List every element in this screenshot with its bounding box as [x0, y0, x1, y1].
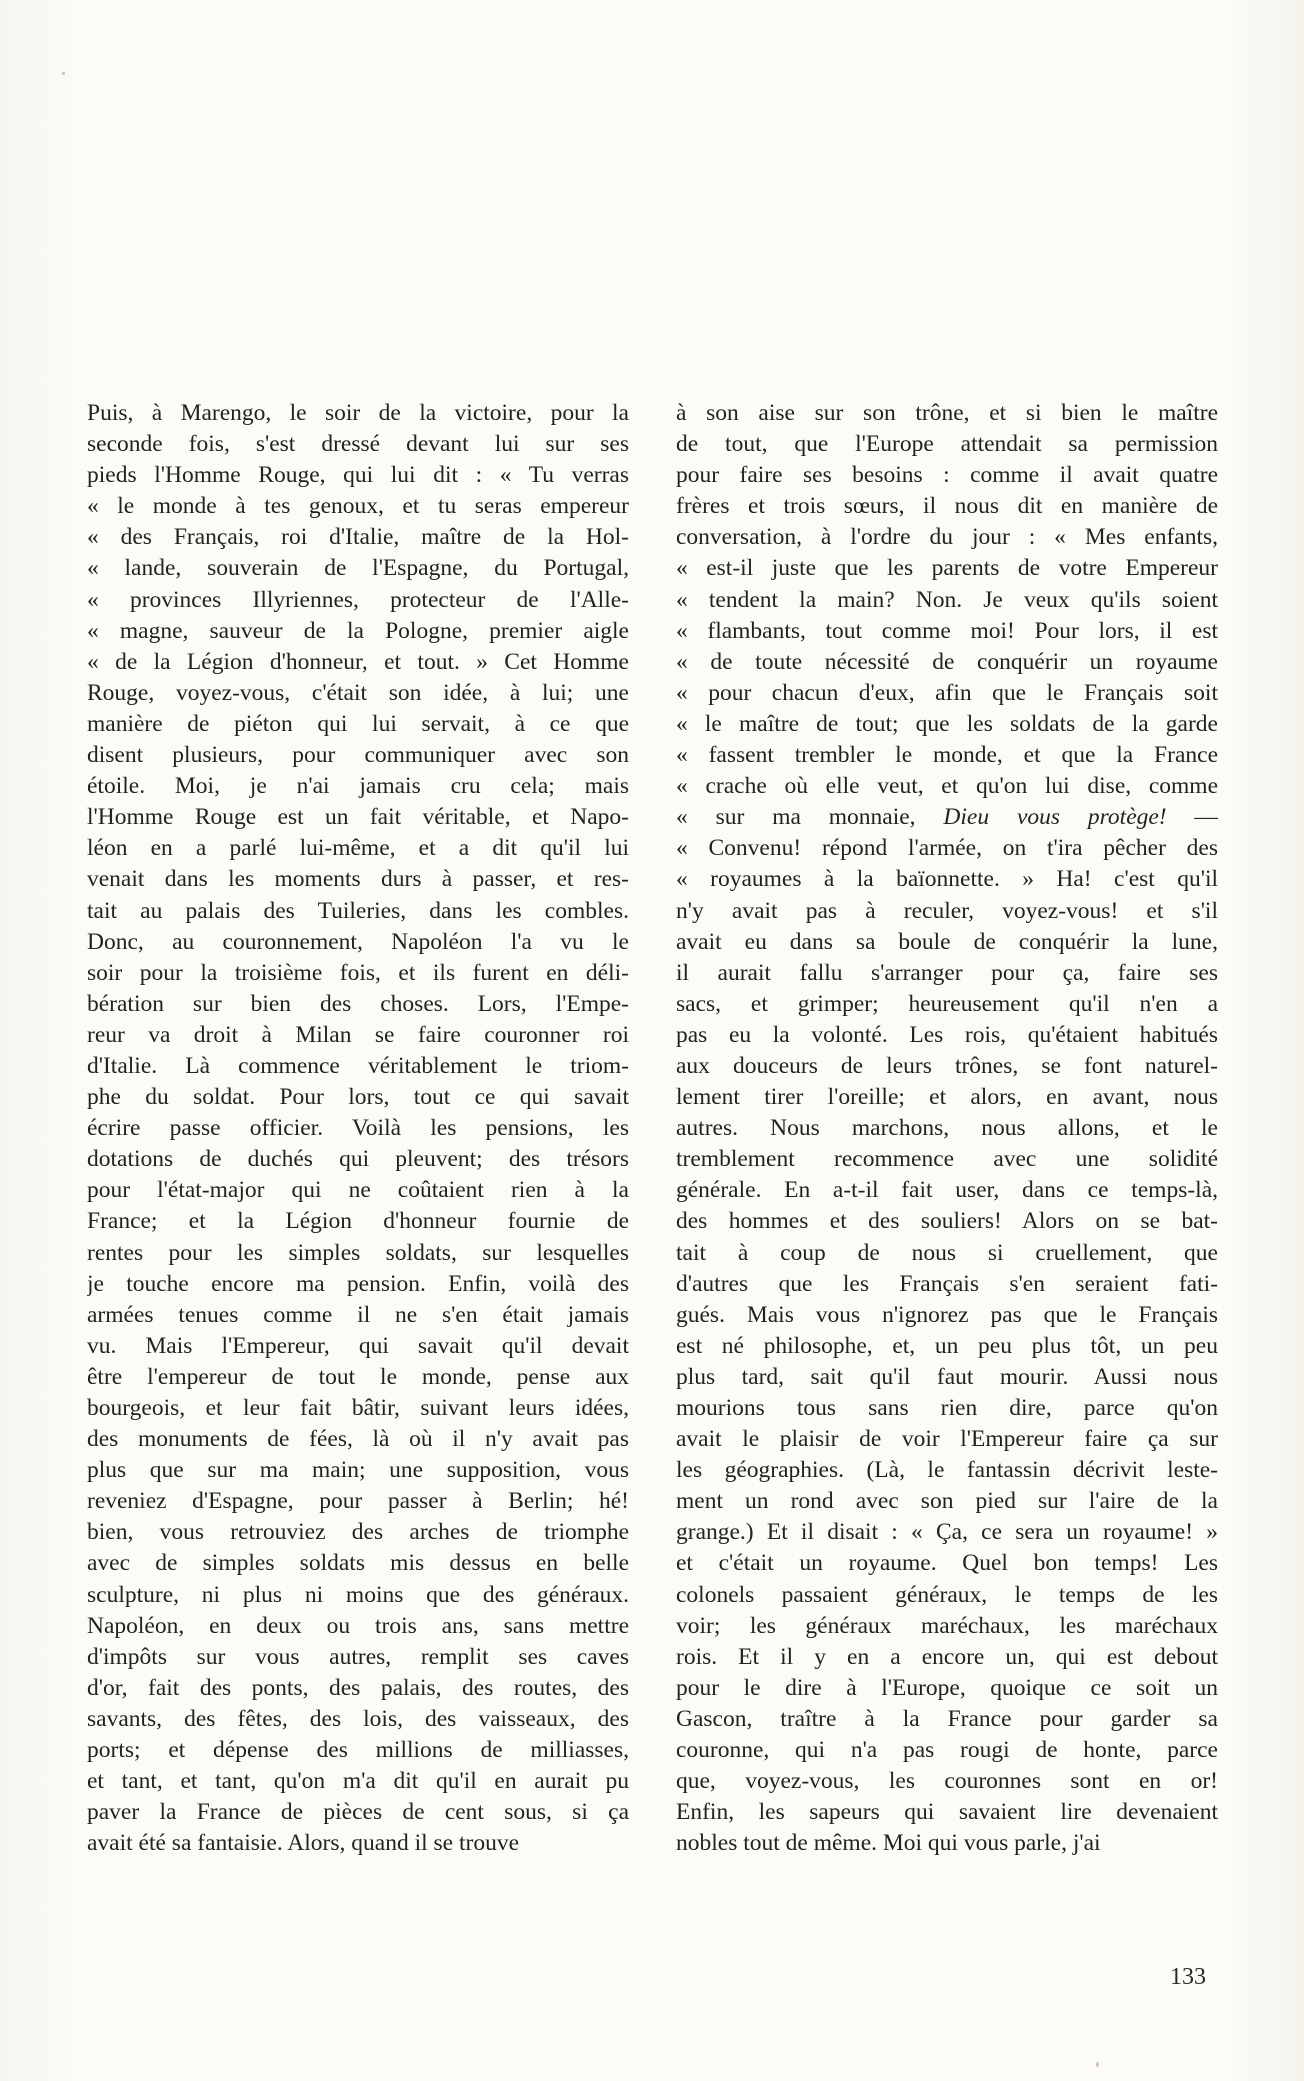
text-line: à son aise sur son trône, et si bien le maître: [676, 400, 1218, 426]
text-line: paver la France de pièces de cent sous, si ça: [87, 1799, 629, 1826]
text-line: bien, vous retrouviez des arches de triomphe: [87, 1519, 629, 1546]
text-line: France; et la Légion d'honneur fournie de: [87, 1208, 629, 1235]
text-line: Enfin, les sapeurs qui savaient lire devenaient: [676, 1799, 1218, 1826]
text-line: rois. Et il y en a encore un, qui est debout: [676, 1643, 1218, 1670]
text-line: tait au palais des Tuileries, dans les combles.: [87, 897, 629, 924]
text-line: gués. Mais vous n'ignorez pas que le Français: [676, 1301, 1218, 1328]
text-line: il aurait fallu s'arranger pour ça, faire ses: [676, 959, 1218, 986]
text-line: « Convenu! répond l'armée, on t'ira pêcher des: [676, 835, 1218, 862]
text-line: l'Homme Rouge est un fait véritable, et Napo-: [87, 804, 629, 831]
text-line: Puis, à Marengo, le soir de la victoire, pour la: [87, 400, 629, 426]
text-line: « magne, sauveur de la Pologne, premier aigle: [87, 617, 629, 644]
italic-phrase: Dieu vous protège!: [943, 804, 1167, 831]
text-line: aux douceurs de leurs trônes, se font naturel-: [676, 1052, 1218, 1079]
text-line: ment un rond avec son pied sur l'aire de la: [676, 1488, 1218, 1515]
text-line: phe du soldat. Pour lors, tout ce qui savait: [87, 1084, 629, 1111]
text-line: disent plusieurs, pour communiquer avec son: [87, 742, 629, 769]
text-line: voir; les généraux maréchaux, les maréchaux: [676, 1612, 1218, 1639]
text-line: « le maître de tout; que les soldats de la garde: [676, 710, 1218, 737]
text-line: « provinces Illyriennes, protecteur de l'Alle-: [87, 586, 629, 613]
text-line: avait été sa fantaisie. Alors, quand il se trouve: [87, 1830, 520, 1857]
text-line: reur va droit à Milan se faire couronner roi: [87, 1021, 629, 1048]
paper-speck: [1096, 2062, 1099, 2067]
text-line: est né philosophe, et, un peu plus tôt, un peu: [676, 1332, 1218, 1359]
text-line: et c'était un royaume. Quel bon temps! Les: [676, 1550, 1218, 1577]
text-line: les géographies. (Là, le fantassin décrivit leste-: [676, 1457, 1218, 1484]
text-line: léon en a parlé lui-même, et a dit qu'il lui: [87, 835, 629, 862]
text-line: bourgeois, et leur fait bâtir, suivant leurs idées,: [87, 1395, 629, 1421]
text-line: plus que sur ma main; une supposition, vous: [87, 1457, 629, 1484]
text-line: « royaumes à la baïonnette. » Ha! c'est qu'il: [676, 866, 1218, 893]
text-line: couronne, qui n'a pas rougi de honte, parce: [676, 1737, 1218, 1764]
text-segment: —: [1166, 804, 1218, 831]
text-line: « flambants, tout comme moi! Pour lors, il est: [676, 617, 1218, 644]
text-line: je touche encore ma pension. Enfin, voilà des: [87, 1270, 629, 1297]
text-line: n'y avait pas à reculer, voyez-vous! et s'il: [676, 897, 1218, 924]
text-line: sacs, et grimper; heureusement qu'il n'en a: [676, 990, 1218, 1017]
text-line: « le monde à tes genoux, et tu seras empereur: [87, 493, 629, 520]
text-line: plus tard, sait qu'il faut mourir. Aussi nous: [676, 1363, 1218, 1390]
text-line: « crache où elle veut, et qu'on lui dise, comme: [676, 773, 1218, 800]
text-line: manière de piéton qui lui servait, à ce que: [87, 710, 629, 737]
text-line: sculpture, ni plus ni moins que des généraux.: [87, 1581, 629, 1608]
text-line: armées tenues comme il ne s'en était jamais: [87, 1301, 629, 1328]
text-line-with-italic: [676, 802, 1218, 833]
text-line: des monuments de fées, là où il n'y avait pas: [87, 1426, 629, 1453]
text-line: tait à coup de nous si cruellement, que: [676, 1239, 1218, 1266]
text-line: Donc, au couronnement, Napoléon l'a vu le: [87, 928, 629, 955]
text-line: des hommes et des souliers! Alors on se bat-: [676, 1208, 1218, 1235]
text-line: « pour chacun d'eux, afin que le Français soit: [676, 679, 1218, 706]
paper-speck: [62, 72, 65, 75]
text-line: être l'empereur de tout le monde, pense aux: [87, 1363, 629, 1390]
text-line: vu. Mais l'Empereur, qui savait qu'il devait: [87, 1332, 629, 1359]
text-line: pour l'état-major qui ne coûtaient rien à la: [87, 1177, 629, 1204]
text-line: et tant, et tant, qu'on m'a dit qu'il en aurait pu: [87, 1768, 629, 1795]
left-text-column: [87, 398, 629, 1859]
text-line: dotations de duchés qui pleuvent; des trésors: [87, 1146, 629, 1173]
text-line: reveniez d'Espagne, pour passer à Berlin; hé!: [87, 1488, 629, 1515]
text-line: « fassent trembler le monde, et que la France: [676, 742, 1218, 769]
text-line: soir pour la troisième fois, et ils furent en déli-: [87, 959, 629, 986]
text-line: d'autres que les Français s'en seraient fati-: [676, 1270, 1218, 1297]
text-line: avait le plaisir de voir l'Empereur faire ça sur: [676, 1426, 1218, 1453]
text-line: seconde fois, s'est dressé devant lui sur ses: [87, 431, 629, 458]
text-line: de tout, que l'Europe attendait sa permission: [676, 431, 1218, 458]
text-line: savants, des fêtes, des lois, des vaisseaux, des: [87, 1705, 629, 1732]
text-line: écrire passe officier. Voilà les pensions, les: [87, 1115, 629, 1142]
text-line: conversation, à l'ordre du jour : « Mes enfants,: [676, 524, 1218, 551]
text-line: « lande, souverain de l'Espagne, du Portugal,: [87, 555, 629, 582]
text-line: bération sur bien des choses. Lors, l'Empe-: [87, 990, 629, 1017]
text-line: nobles tout de même. Moi qui vous parle, j'ai: [676, 1830, 1101, 1857]
text-line: colonels passaient généraux, le temps de les: [676, 1581, 1218, 1608]
text-line: Napoléon, en deux ou trois ans, sans mettre: [87, 1612, 629, 1639]
text-line: avait eu dans sa boule de conquérir la lune,: [676, 928, 1218, 955]
page-number: 133: [1170, 1964, 1206, 1990]
text-line: venait dans les moments durs à passer, et res-: [87, 866, 629, 893]
text-line: autres. Nous marchons, nous allons, et le: [676, 1115, 1218, 1142]
text-line: générale. En a-t-il fait user, dans ce temps-là,: [676, 1177, 1218, 1204]
text-line: tremblement recommence avec une solidité: [676, 1146, 1218, 1173]
text-line: « de toute nécessité de conquérir un royaume: [676, 648, 1218, 675]
text-line: grange.) Et il disait : « Ça, ce sera un royaume! »: [676, 1519, 1218, 1546]
text-line: avec de simples soldats mis dessus en belle: [87, 1550, 629, 1577]
text-line: pour le dire à l'Europe, quoique ce soit un: [676, 1674, 1218, 1701]
text-line: « des Français, roi d'Italie, maître de la Hol-: [87, 524, 629, 551]
text-line: étoile. Moi, je n'ai jamais cru cela; mais: [87, 773, 629, 800]
text-segment: « sur ma monnaie,: [676, 804, 944, 831]
text-line: lement tirer l'oreille; et alors, en avant, nous: [676, 1084, 1218, 1111]
text-line: d'or, fait des ponts, des palais, des routes, des: [87, 1674, 629, 1701]
text-line: rentes pour les simples soldats, sur lesquelles: [87, 1239, 629, 1266]
text-line: « est-il juste que les parents de votre Empereur: [676, 555, 1218, 582]
text-line: « tendent la main? Non. Je veux qu'ils soient: [676, 586, 1218, 613]
right-text-column: [676, 398, 1218, 1859]
text-line: « de la Légion d'honneur, et tout. » Cet Homme: [87, 648, 629, 675]
text-line: pieds l'Homme Rouge, qui lui dit : « Tu verras: [87, 462, 629, 489]
text-line: que, voyez-vous, les couronnes sont en or!: [676, 1768, 1218, 1795]
text-line: frères et trois sœurs, il nous dit en manière de: [676, 493, 1218, 520]
text-line: mourions tous sans rien dire, parce qu'on: [676, 1395, 1218, 1421]
text-line: ports; et dépense des millions de milliasses,: [87, 1737, 629, 1764]
text-line: pour faire ses besoins : comme il avait quatre: [676, 462, 1218, 489]
text-line: pas eu la volonté. Les rois, qu'étaient habitués: [676, 1021, 1218, 1048]
text-line: d'Italie. Là commence véritablement le triom-: [87, 1052, 629, 1079]
text-line: Rouge, voyez-vous, c'était son idée, à lui; une: [87, 679, 629, 706]
text-line: d'impôts sur vous autres, remplit ses caves: [87, 1643, 629, 1670]
text-line: Gascon, traître à la France pour garder sa: [676, 1705, 1218, 1732]
